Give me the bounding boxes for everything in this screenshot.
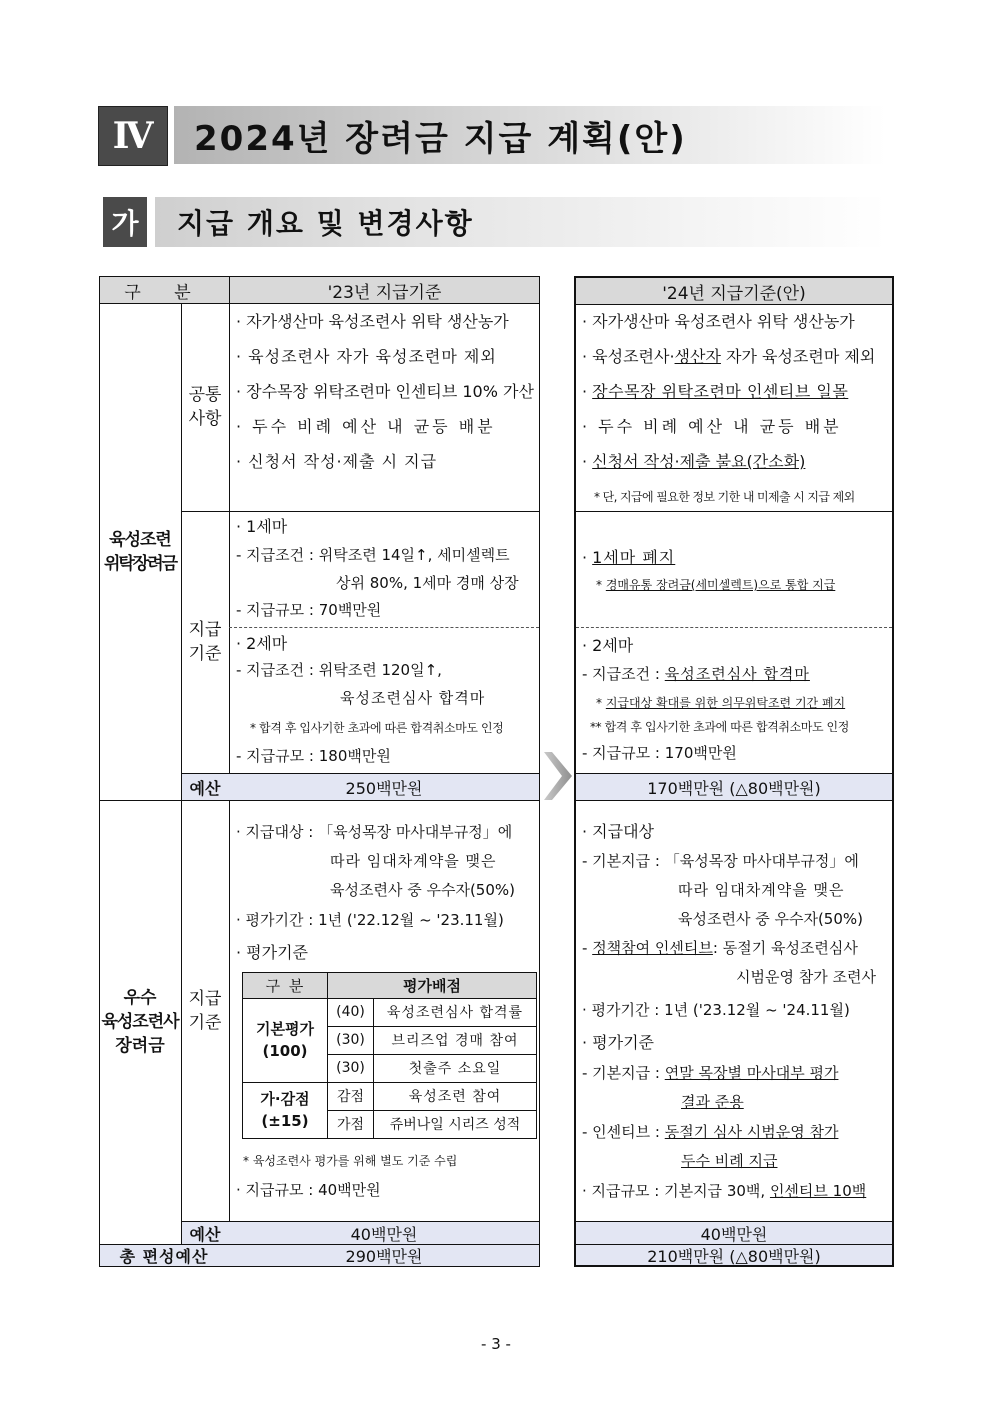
target-2024: · 지급대상: [582, 822, 654, 841]
label-common: 공통 사항: [188, 385, 222, 429]
total-budget-2024: 210백만원 (△80백만원): [647, 1246, 821, 1266]
budget-2024-consign: 170백만원 (△80백만원): [647, 778, 821, 798]
two-year-condition-2024: - 지급조건 : 육성조련심사 합격마: [582, 665, 810, 683]
basic-pay-cont: 육성조련사 중 우수자(50%): [678, 910, 863, 928]
subsection-title: 지급 개요 및 변경사항: [155, 197, 887, 247]
two-year-scale-2024: - 지급규모 : 170백만원: [582, 744, 737, 762]
one-year-condition: - 지급조건 : 위탁조련 14일↑, 세미셀렉트: [236, 546, 510, 564]
total-budget-2023: 290백만원: [345, 1247, 423, 1266]
eval-score: 감점: [336, 1089, 365, 1105]
eval-header-score: 평가배점: [403, 977, 461, 995]
one-year-title: · 1세마: [236, 517, 288, 536]
budget-2023-consign: 250백만원: [345, 778, 423, 798]
common-item-2024: · 장수목장 위탁조련마 인센티브 일몰: [582, 382, 849, 401]
two-year-title: · 2세마: [236, 634, 288, 653]
header-2024-standard: '24년 지급기준(안): [576, 278, 892, 305]
eval-score: (30): [336, 1060, 365, 1076]
common-item-2024: · 자가생산마 육성조련사 위탁 생산농가: [582, 312, 855, 331]
evaluation-table: [242, 972, 537, 1139]
common-note-2024: * 단, 지급에 필요한 정보 기한 내 미제출 시 지급 제외: [594, 490, 855, 504]
criteria-2024: · 평가기준: [582, 1033, 654, 1052]
common-item-2024: · 두수 비례 예산 내 균등 배분: [582, 417, 842, 436]
eval-score: (30): [336, 1032, 365, 1048]
target-line-cont: 따라 임대차계약을 맺은: [330, 852, 497, 870]
eval-adjust-label: 가·감점 (±15): [260, 1090, 310, 1130]
scale-line: · 지급규모 : 40백만원: [236, 1181, 381, 1199]
header-category: 구 분: [100, 277, 230, 304]
common-item-2024: · 육성조련사·생산자 자가 육성조련마 제외: [582, 347, 876, 366]
label-budget-2: 예산: [189, 1224, 221, 1244]
policy-incentive-line: - 정책참여 인센티브: 동절기 육성조련심사: [582, 939, 858, 957]
period-line: · 평가기간 : 1년 ('22.12월 ~ '23.11월): [236, 911, 504, 929]
section-title: 2024년 장려금 지급 계획(안): [174, 106, 886, 164]
criteria-line: · 평가기준: [236, 943, 308, 962]
two-year-note2-2024: ** 합격 후 입사기한 초과에 따른 합격취소마도 인정: [590, 720, 849, 734]
label-total-budget: 총 편성예산: [119, 1247, 209, 1266]
budget-2023-excellent: 40백만원: [350, 1224, 418, 1244]
basic-pay-cont: 따라 임대차계약을 맺은: [678, 881, 845, 899]
eval-item: 육성조련심사 합격률: [386, 1005, 524, 1021]
eval-item: 육성조련 참여: [408, 1089, 502, 1105]
two-year-condition-cont: 육성조련심사 합격마: [340, 689, 486, 707]
scale-2024: · 지급규모 : 기본지급 30백, 인센티브 10백: [582, 1182, 867, 1200]
common-item: · 장수목장 위탁조련마 인센티브 10% 가산: [236, 382, 534, 401]
target-line: · 지급대상 : 「육성목장 마사대부규정」에: [236, 823, 513, 841]
eval-item: 첫출주 소요일: [408, 1061, 502, 1077]
label-standard-2: 지급 기준: [188, 988, 222, 1033]
two-year-title-2024: · 2세마: [582, 636, 634, 655]
two-year-condition: - 지급조건 : 위탁조련 120일↑,: [236, 661, 442, 679]
header-2023-standard: '23년 지급기준: [230, 277, 539, 304]
two-year-note1-2024: * 지급대상 확대를 위한 의무위탁조련 기간 폐지: [596, 696, 846, 710]
basic-eval-cont: 결과 준용: [681, 1093, 744, 1111]
common-item: · 자가생산마 육성조련사 위탁 생산농가: [236, 312, 509, 331]
eval-item: 브리즈업 경매 참여: [391, 1033, 519, 1049]
incentive-eval-line: - 인센티브 : 동절기 심사 시범운영 참가: [582, 1123, 839, 1141]
common-item: · 신청서 작성·제출 시 지급: [236, 452, 438, 471]
common-item: · 육성조련사 자가 육성조련마 제외: [236, 347, 497, 366]
period-2024: · 평가기간 : 1년 ('23.12월 ~ '24.11월): [582, 1001, 850, 1019]
group-label-excellent-trainer: 우수 육성조련사 장려금: [101, 988, 179, 1056]
section-number: Ⅳ: [98, 106, 168, 166]
one-year-abolished: · 1세마 폐지: [582, 548, 676, 567]
one-year-note: * 경매유통 장려금(세미셀렉트)으로 통합 지급: [596, 578, 836, 592]
eval-score: (40): [336, 1004, 365, 1020]
one-year-scale: - 지급규모 : 70백만원: [236, 601, 382, 619]
two-year-scale: - 지급규모 : 180백만원: [236, 747, 391, 765]
eval-basic-label: 기본평가 (100): [256, 1020, 314, 1060]
group-label-consign-incentive: 육성조련 위탁장려금: [103, 529, 177, 574]
label-budget: 예산: [189, 778, 221, 798]
target-line-cont: 육성조련사 중 우수자(50%): [330, 881, 515, 899]
subsection-mark: 가: [103, 197, 147, 247]
arrow-right-icon: [544, 752, 572, 800]
eval-score: 가점: [336, 1117, 365, 1133]
basic-eval-line: - 기본지급 : 연말 목장별 마사대부 평가: [582, 1064, 839, 1082]
label-standard: 지급 기준: [188, 620, 222, 664]
policy-incentive-cont: 시범운영 참가 조련사: [736, 968, 876, 986]
budget-2024-excellent: 40백만원: [700, 1224, 768, 1244]
incentive-eval-cont: 두수 비례 지급: [681, 1152, 778, 1170]
common-item: · 두수 비례 예산 내 균등 배분: [236, 417, 496, 436]
common-item-2024: · 신청서 작성·제출 불요(간소화): [582, 452, 806, 471]
one-year-condition-cont: 상위 80%, 1세마 경매 상장: [336, 574, 519, 592]
two-year-note: * 합격 후 입사기한 초과에 따른 합격취소마도 인정: [250, 721, 504, 735]
evaluation-note: * 육성조련사 평가를 위해 별도 기준 수립: [243, 1154, 458, 1168]
eval-header-category: 구 분: [265, 977, 306, 995]
eval-item: 쥬버나일 시리즈 성적: [389, 1117, 521, 1133]
basic-pay-line: - 기본지급 : 「육성목장 마사대부규정」에: [582, 852, 859, 870]
page-number: - 3 -: [481, 1335, 511, 1353]
